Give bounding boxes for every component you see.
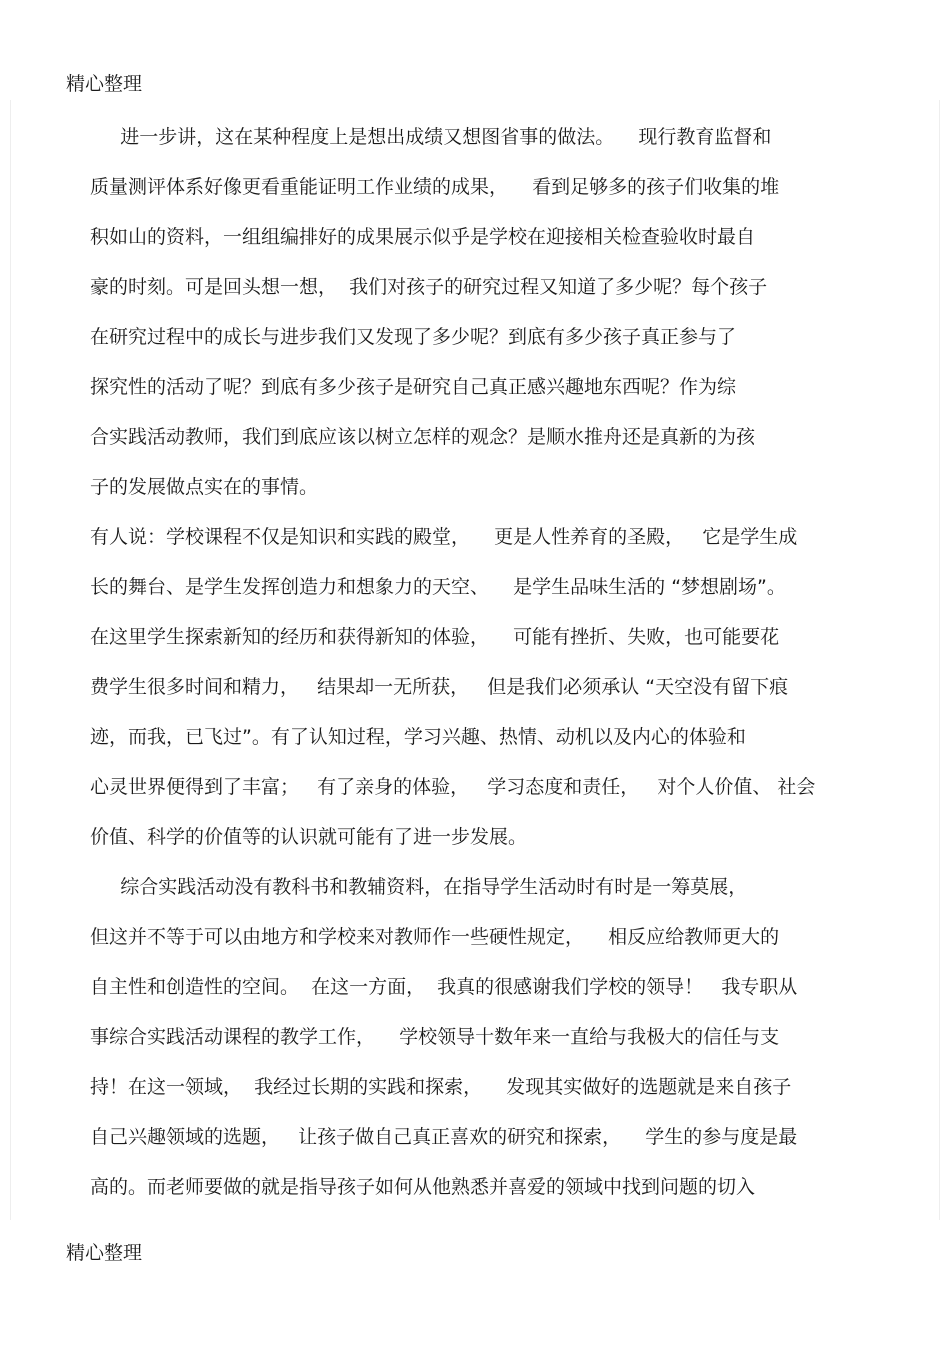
text-line: 持！在这一领域， 我经过长期的实践和探索， 发现其实做好的选题就是来自孩子 (90, 1076, 792, 1098)
text-line: 有人说：学校课程不仅是知识和实践的殿堂， 更是人性养育的圣殿， 它是学生成 (90, 526, 798, 548)
text-line: 自主性和创造性的空间。 在这一方面， 我真的很感谢我们学校的领导！ 我专职从 (90, 976, 798, 998)
text-line: 事综合实践活动课程的教学工作， 学校领导十数年来一直给与我极大的信任与支 (90, 1026, 780, 1048)
text-line: 自己兴趣领域的选题， 让孩子做自己真正喜欢的研究和探索， 学生的参与度是最 (90, 1126, 798, 1148)
text-line: 长的舞台、是学生发挥创造力和想象力的天空、 是学生品味生活的 “梦想剧场”。 (90, 576, 786, 598)
text-line: 子的发展做点实在的事情。 (90, 476, 319, 498)
text-line: 质量测评体系好像更看重能证明工作业绩的成果， 看到足够多的孩子们收集的堆 (90, 176, 780, 198)
text-line: 进一步讲，这在某种程度上是想出成绩又想图省事的做法。 现行教育监督和 (90, 126, 772, 148)
text-line: 心灵世界便得到了丰富； 有了亲身的体验， 学习态度和责任， 对个人价值、 社会 (90, 776, 816, 798)
text-line: 在研究过程中的成长与进步我们又发现了多少呢？到底有多少孩子真正参与了 (90, 326, 737, 348)
text-line: 价值、科学的价值等的认识就可能有了进一步发展。 (90, 826, 528, 848)
text-line: 费学生很多时间和精力， 结果却一无所获， 但是我们必须承认 “天空没有留下痕 (90, 676, 789, 698)
text-line: 高的。而老师要做的就是指导孩子如何从他熟悉并喜爱的领域中找到问题的切入 (90, 1176, 756, 1198)
page-footer-label: 精心整理 (66, 1242, 143, 1264)
text-line: 豪的时刻。可是回头想一想， 我们对孩子的研究过程又知道了多少呢？每个孩子 (90, 276, 768, 298)
text-line: 综合实践活动没有教科书和教辅资料，在指导学生活动时有时是一筹莫展， (90, 876, 748, 898)
text-line: 合实践活动教师，我们到底应该以树立怎样的观念？是顺水推舟还是真新的为孩 (90, 426, 756, 448)
text-line: 在这里学生探索新知的经历和获得新知的体验， 可能有挫折、失败，也可能要花 (90, 626, 780, 648)
text-line: 迹，而我，已飞过”。有了认知过程，学习兴趣、热情、动机以及内心的体验和 (90, 726, 746, 748)
page-left-border (10, 100, 11, 1220)
text-line: 但这并不等于可以由地方和学校来对教师作一些硬性规定， 相反应给教师更大的 (90, 926, 780, 948)
page-right-border (939, 100, 940, 1220)
text-line: 积如山的资料，一组组编排好的成果展示似乎是学校在迎接相关检查验收时最自 (90, 226, 756, 248)
page-header-label: 精心整理 (66, 73, 143, 95)
text-line: 探究性的活动了呢？到底有多少孩子是研究自己真正感兴趣地东西呢？作为综 (90, 376, 737, 398)
